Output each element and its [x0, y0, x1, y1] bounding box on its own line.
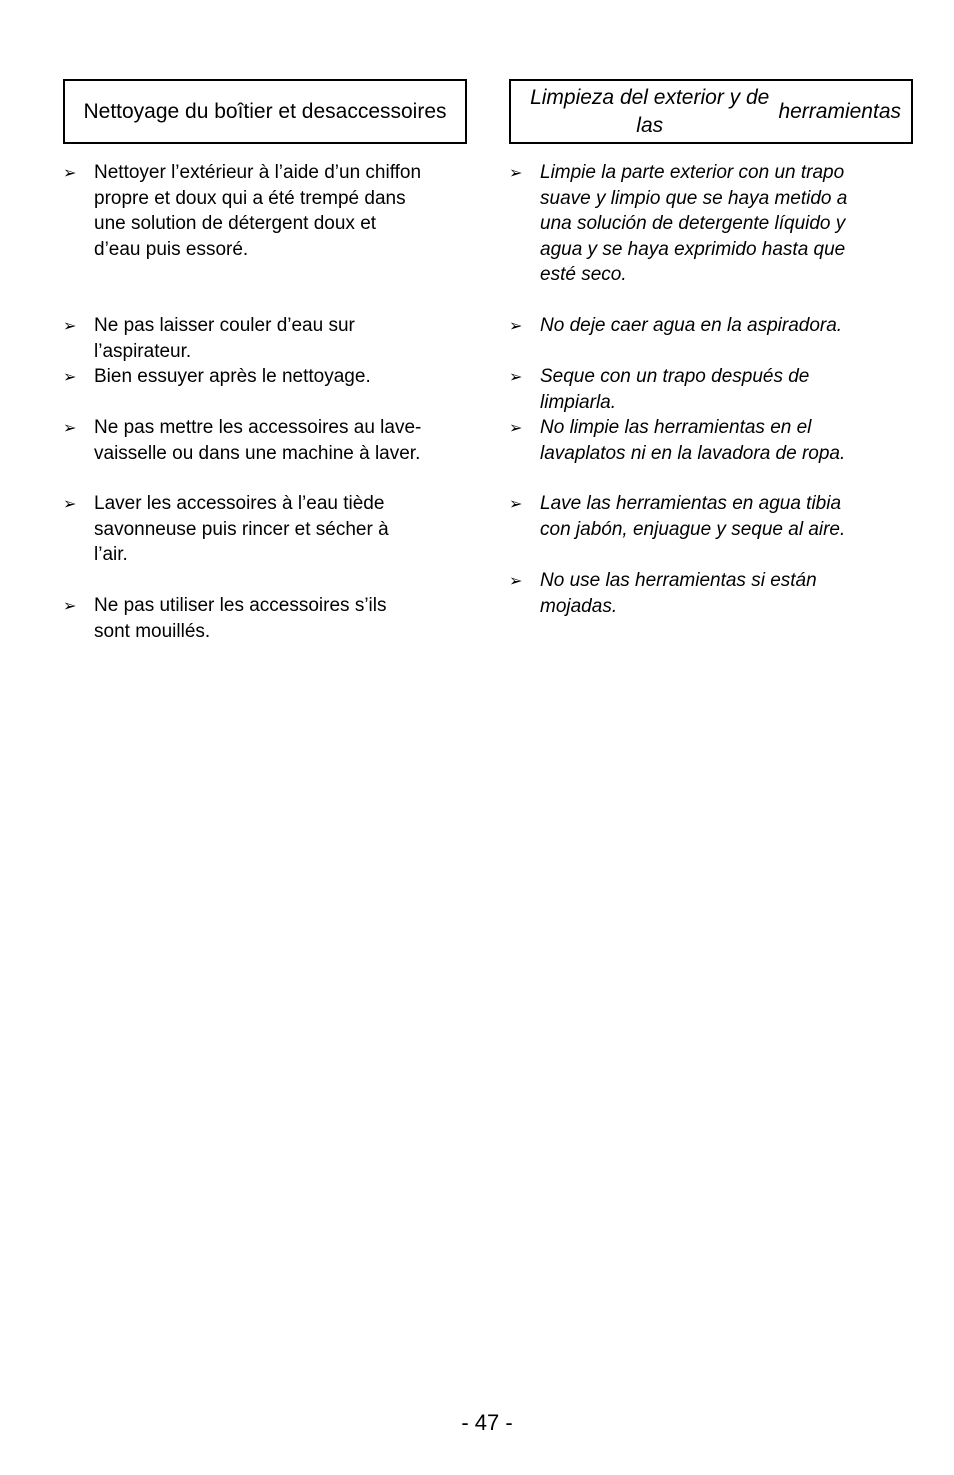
- arrow-bullet-icon: ➢: [63, 367, 77, 386]
- list-item: [63, 491, 467, 568]
- list-item-text: Laver les accessoires à l’eau tiède savonneuse puis rincer et sécher à l’air.: [94, 493, 389, 565]
- list-item: [509, 491, 913, 542]
- list-item-text: Lave las herramientas en agua tibia con jabón, enjuague y seque al aire.: [540, 493, 846, 540]
- french-title-line-1: Nettoyage du boîtier et des: [83, 99, 336, 123]
- spanish-column: [509, 79, 913, 617]
- list-item-text: Nettoyer l’extérieur à l’aide d’un chiffon propre et doux qui a été trempé dans une solution de détergent doux et d’eau puis essoré.: [94, 162, 422, 260]
- arrow-bullet-icon: ➢: [509, 418, 523, 437]
- french-section-title: [63, 79, 467, 144]
- list-item: [509, 160, 913, 288]
- spanish-title-line-2: herramientas: [778, 99, 901, 123]
- list-item: [63, 313, 467, 364]
- arrow-bullet-icon: ➢: [63, 163, 77, 182]
- list-item: [63, 160, 467, 262]
- arrow-bullet-icon: ➢: [509, 571, 523, 590]
- list-item: [509, 568, 913, 619]
- spanish-section-title: [509, 79, 913, 144]
- arrow-bullet-icon: ➢: [63, 596, 77, 615]
- french-column: [63, 79, 467, 642]
- list-item-text: Ne pas laisser couler d’eau sur l’aspirateur.: [94, 315, 355, 362]
- list-item: [509, 415, 913, 466]
- list-item: [63, 593, 467, 644]
- list-item-text: Limpie la parte exterior con un trapo suave y limpio que se haya metido a una solución de detergente líquido y agua y se haya exprimido hasta que esté seco.: [540, 162, 848, 285]
- list-item-text: Ne pas utiliser les accessoires s’ils sont mouillés.: [94, 595, 387, 642]
- arrow-bullet-icon: ➢: [63, 418, 77, 437]
- arrow-bullet-icon: ➢: [509, 316, 523, 335]
- list-item: [63, 415, 467, 466]
- arrow-bullet-icon: ➢: [509, 367, 523, 386]
- list-item: [509, 364, 913, 415]
- list-item: [63, 364, 467, 390]
- page-number: - 47 -: [461, 1410, 513, 1435]
- french-title-line-2: accessoires: [335, 99, 447, 123]
- list-item-text: No deje caer agua en la aspiradora.: [540, 315, 843, 336]
- arrow-bullet-icon: ➢: [63, 316, 77, 335]
- arrow-bullet-icon: ➢: [63, 494, 77, 513]
- list-item: [509, 313, 913, 339]
- list-item-text: Bien essuyer après le nettoyage.: [94, 366, 371, 387]
- arrow-bullet-icon: ➢: [509, 163, 523, 182]
- list-item-text: No limpie las herramientas en el lavaplatos ni en la lavadora de ropa.: [540, 417, 846, 464]
- list-item-text: No use las herramientas si están mojadas.: [540, 570, 817, 617]
- spanish-title-line-1: Limpieza del exterior y de las: [530, 85, 770, 137]
- list-item-text: Ne pas mettre les accessoires au lave- vaisselle ou dans une machine à laver.: [94, 417, 422, 464]
- arrow-bullet-icon: ➢: [509, 494, 523, 513]
- list-item-text: Seque con un trapo después de limpiarla.: [540, 366, 810, 413]
